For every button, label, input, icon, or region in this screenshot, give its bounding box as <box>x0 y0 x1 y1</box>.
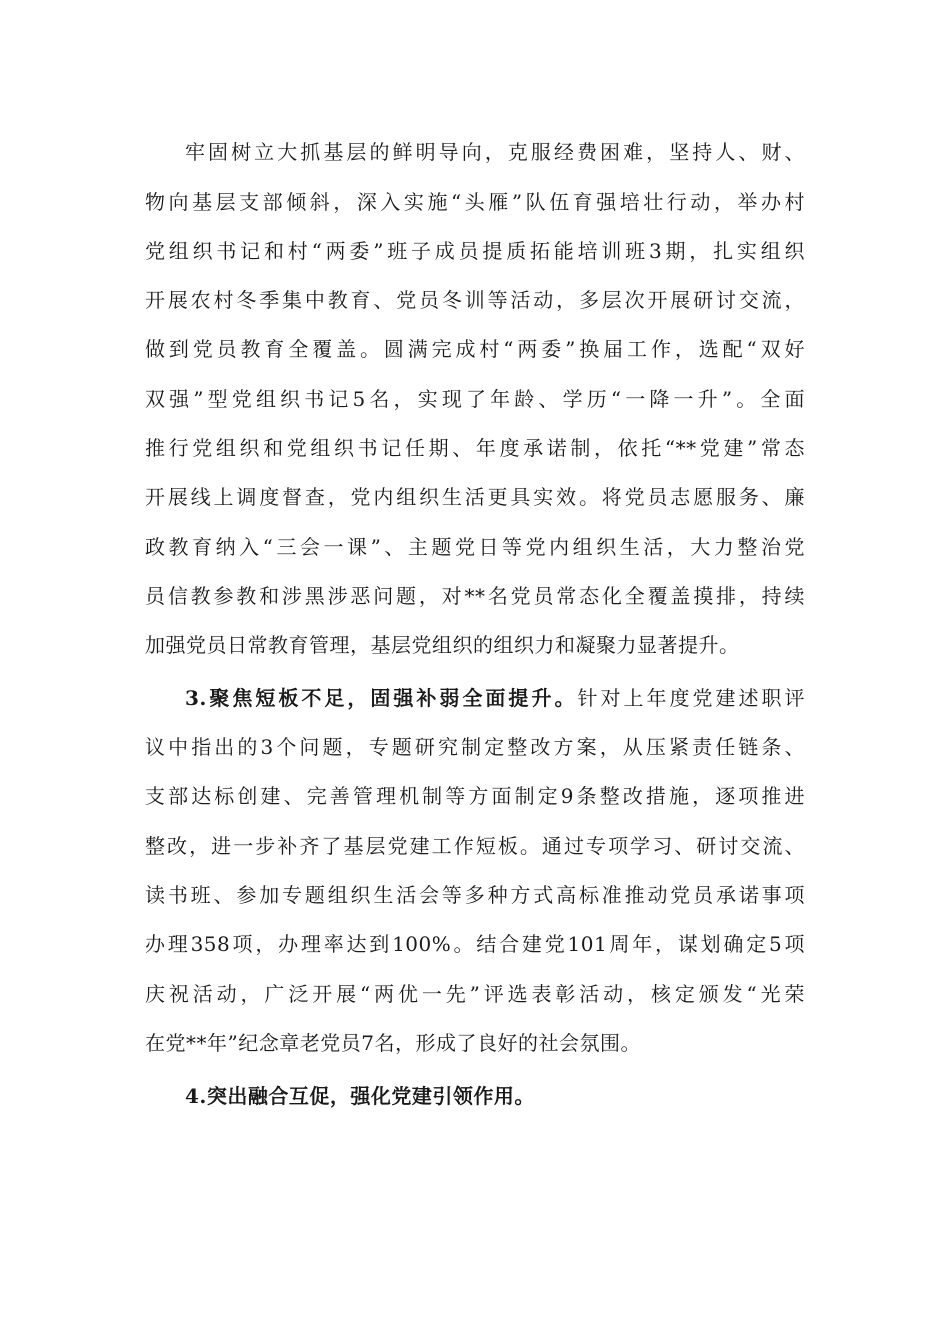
paragraph-2-line-5: 读书班、参加专题组织生活会等多种方式高标准推动党员承诺事项 <box>145 883 805 907</box>
paragraph-1-line-5: 做到党员教育全覆盖。圆满完成村“两委”换届工作，选配“双好 <box>145 337 805 361</box>
paragraph-2-line-4: 整改，进一步补齐了基层党建工作短板。通过专项学习、研讨交流、 <box>145 834 805 858</box>
paragraph-1-line-9: 政教育纳入“三会一课”、主题党日等党内组织生活，大力整治党 <box>145 535 805 559</box>
paragraph-2-line-8: 在党**年”纪念章老党员7名，形成了良好的社会氛围。 <box>145 1031 641 1055</box>
paragraph-2-line-1-rest: 针对上年度党建述职评 <box>577 686 805 710</box>
paragraph-1-line-2: 物向基层支部倾斜，深入实施“头雁”队伍育强培壮行动，举办村 <box>145 190 805 214</box>
paragraph-1-line-8: 开展线上调度督查，党内组织生活更具实效。将党员志愿服务、廉 <box>145 485 805 509</box>
paragraph-2-line-2: 议中指出的3个问题，专题研究制定整改方案，从压紧责任链条、 <box>145 735 805 759</box>
paragraph-1-line-6: 双强”型党组织书记5名，实现了年龄、学历“一降一升”。全面 <box>145 387 805 411</box>
paragraph-2-line-6: 办理358项，办理率达到100%。结合建党101周年，谋划确定5项 <box>145 932 805 956</box>
paragraph-1-line-10: 员信教参教和涉黑涉恶问题，对**名党员常态化全覆盖摸排，持续 <box>145 584 805 608</box>
paragraph-1-line-4: 开展农村冬季集中教育、党员冬训等活动，多层次开展研讨交流， <box>145 288 805 312</box>
paragraph-1-line-11: 加强党员日常教育管理，基层党组织的组织力和凝聚力显著提升。 <box>145 633 740 657</box>
paragraph-2-line-1 <box>185 678 805 718</box>
paragraph-2-line-3: 支部达标创建、完善管理机制等方面制定9条整改措施，逐项推进 <box>145 784 805 808</box>
section-heading-3: 3.聚焦短板不足，固强补弱全面提升。 <box>185 686 578 710</box>
paragraph-1-line-3: 党组织书记和村“两委”班子成员提质拓能培训班3期，扎实组织 <box>145 239 805 263</box>
paragraph-1-line-1: 牢固树立大抓基层的鲜明导向，克服经费困难，坚持人、财、 <box>185 140 805 164</box>
paragraph-1-line-7: 推行党组织和党组织书记任期、年度承诺制，依托“**党建”常态 <box>145 436 805 460</box>
paragraph-3-line-1 <box>185 1076 805 1116</box>
paragraph-2-line-7: 庆祝活动，广泛开展“两优一先”评选表彰活动，核定颁发“光荣 <box>145 982 805 1006</box>
section-heading-4: 4.突出融合互促，强化党建引领作用。 <box>185 1084 535 1108</box>
